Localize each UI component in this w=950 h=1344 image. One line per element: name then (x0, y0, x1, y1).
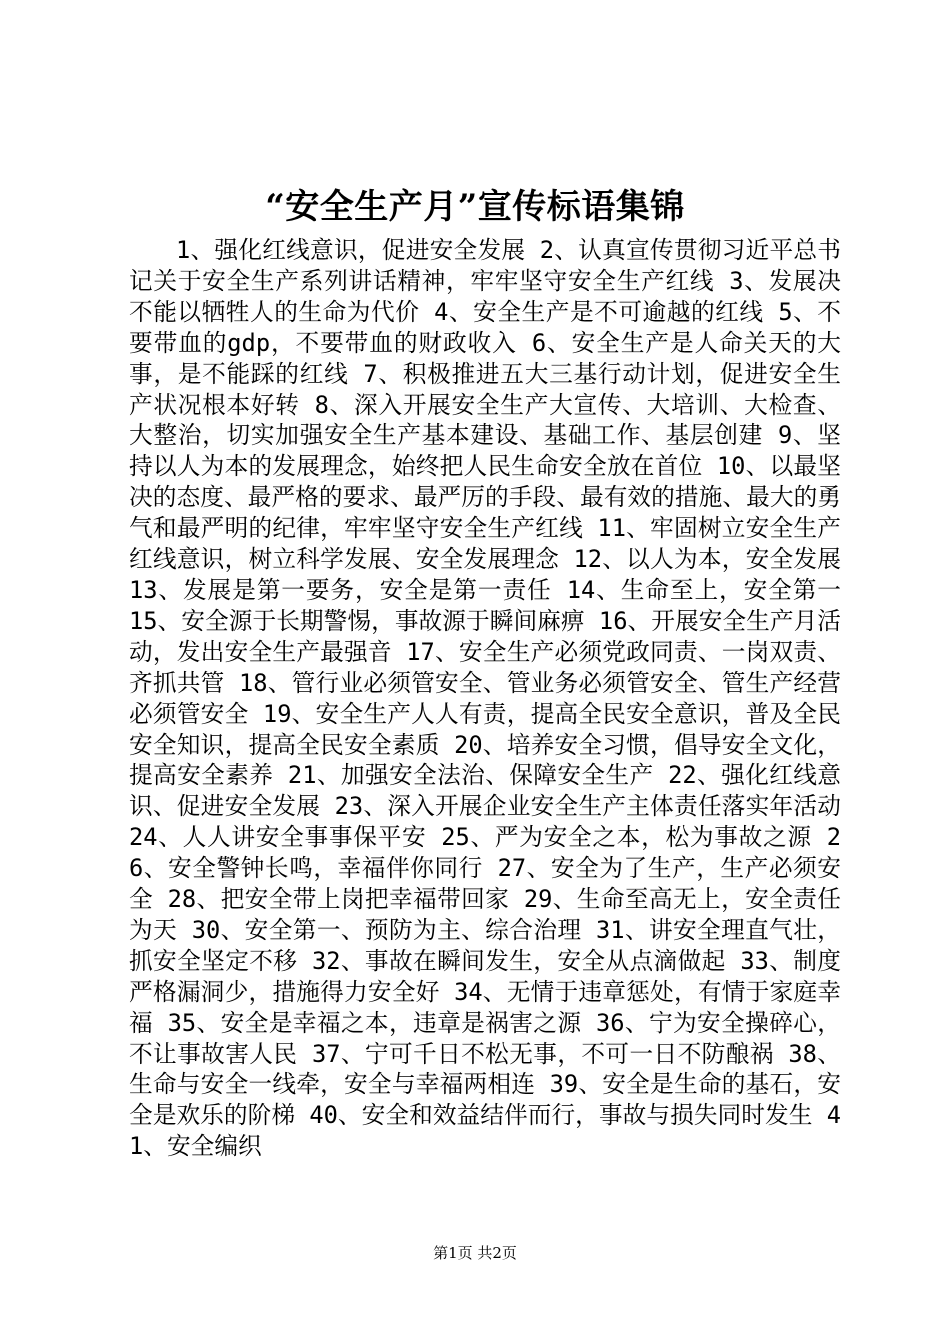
document-body-text: 1、强化红线意识，促进安全发展 2、认真宣传贯彻习近平总书记关于安全生产系列讲话精神，牢牢坚守安全生产红线 3、发展决不能以牺牲人的生命为代价 4、安全生产是不可逾越的红线 5、不要带血的gdp，不要带血的财政收入 6、安全生产是人命关天的大事，是不能踩的红线 7、积极推进五大三基行动计划，促进安全生产状况根本好转 8、深入开展安全生产大宣传、大培训、大检查、大整治，切实加强安全生产基本建设、基础工作、基层创建 9、坚持以人为本的发展理念，始终把人民生命安全放在首位 10、以最坚决的态度、最严格的要求、最严厉的手段、最有效的措施、最大的勇气和最严明的纪律，牢牢坚守安全生产红线 11、牢固树立安全生产红线意识，树立科学发展、安全发展理念 12、以人为本，安全发展 13、发展是第一要务，安全是第一责任 14、生命至上，安全第一 15、安全源于长期警惕，事故源于瞬间麻痹 16、开展安全生产月活动，发出安全生产最强音 17、安全生产必须党政同责、一岗双责、齐抓共管 18、管行业必须管安全、管业务必须管安全、管生产经营必须管安全 19、安全生产人人有责，提高全民安全意识，普及全民安全知识，提高全民安全素质 20、培养安全习惯，倡导安全文化，提高安全素养 21、加强安全法治、保障安全生产 22、强化红线意识、促进安全发展 23、深入开展企业安全生产主体责任落实年活动 24、人人讲安全事事保平安 25、严为安全之本，松为事故之源 26、安全警钟长鸣，幸福伴你同行 27、安全为了生产，生产必须安全 28、把安全带上岗把幸福带回家 29、生命至高无上，安全责任为天 30、安全第一、预防为主、综合治理 31、讲安全理直气壮，抓安全坚定不移 32、事故在瞬间发生，安全从点滴做起 33、制度严格漏洞少，措施得力安全好 34、无情于违章惩处，有情于家庭幸福 35、安全是幸福之本，违章是祸害之源 36、宁为安全操碎心，不让事故害人民 37、宁可千日不松无事，不可一日不防酿祸 38、生命与安全一线牵，安全与幸福两相连 39、安全是生命的基石，安全是欢乐的阶梯 40、安全和效益结伴而行，事故与损失同时发生 41、安全编织 (129, 236, 841, 1161)
document-title: “安全生产月”宣传标语集锦 (265, 187, 685, 227)
page-number-footer: 第1页 共2页 (433, 1244, 517, 1262)
